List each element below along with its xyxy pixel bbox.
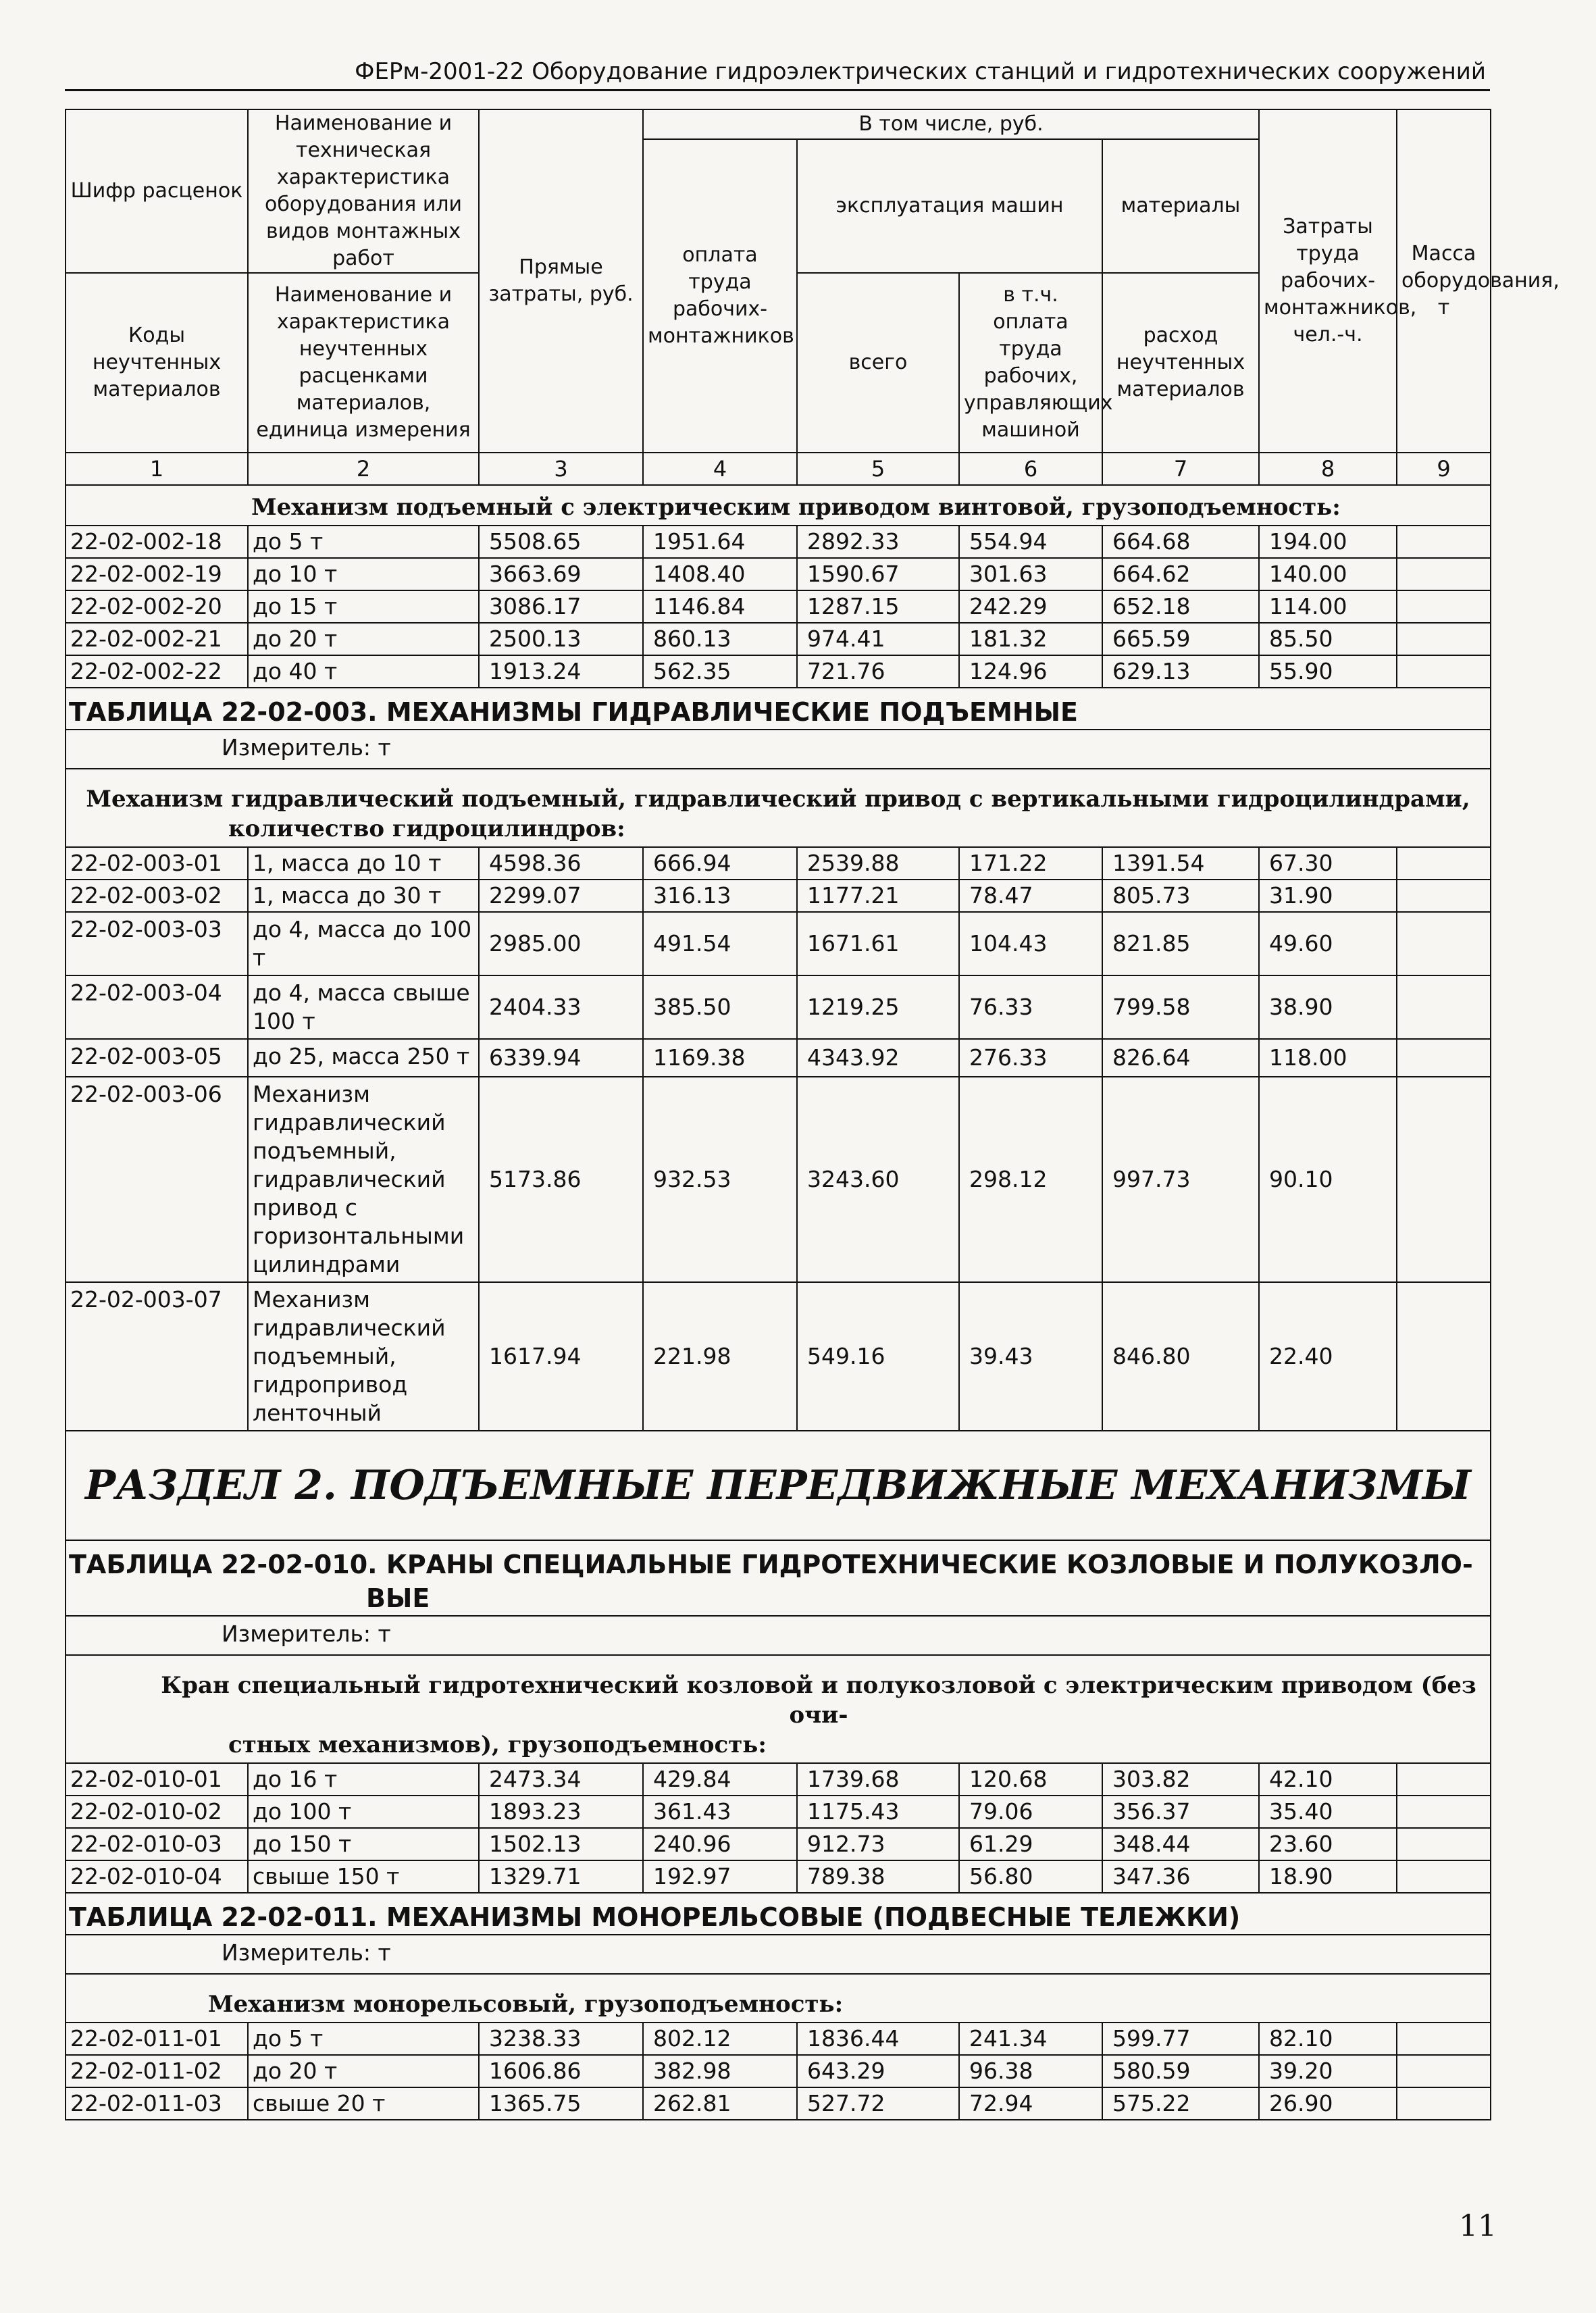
row-pay: 562.35 [643, 655, 797, 688]
row-mass [1397, 912, 1491, 975]
table-row [66, 558, 1491, 590]
row-mass [1397, 1282, 1491, 1431]
row-name: Механизм гидравлический подъемный, гидропривод ленточный [248, 1282, 479, 1431]
group-title-row [66, 485, 1491, 526]
table-row [66, 847, 1491, 880]
column-index: 8 [1259, 453, 1397, 485]
column-index-row [66, 453, 1491, 485]
row-labor: 114.00 [1259, 590, 1397, 623]
group-title-row [66, 1974, 1491, 2023]
measure-row [66, 1616, 1491, 1655]
group-title: Механизм гидравлический подъемный, гидравлический привод с вертикальными гидроцилиндрами, [86, 786, 1470, 813]
row-mass [1397, 558, 1491, 590]
row-labor: 38.90 [1259, 975, 1397, 1039]
row-machines: 912.73 [797, 1828, 959, 1860]
row-operators: 241.34 [959, 2023, 1102, 2055]
row-name: свыше 20 т [248, 2087, 479, 2120]
column-index: 4 [643, 453, 797, 485]
row-name: до 15 т [248, 590, 479, 623]
row-operators: 56.80 [959, 1860, 1102, 1893]
row-materials: 1391.54 [1102, 847, 1259, 880]
measure-row [66, 730, 1491, 769]
row-pay: 1146.84 [643, 590, 797, 623]
row-operators: 120.68 [959, 1763, 1102, 1796]
row-direct: 2299.07 [479, 880, 643, 912]
row-operators: 171.22 [959, 847, 1102, 880]
column-index: 9 [1397, 453, 1491, 485]
row-materials: 599.77 [1102, 2023, 1259, 2055]
row-direct: 3663.69 [479, 558, 643, 590]
row-operators: 301.63 [959, 558, 1102, 590]
table-row [66, 526, 1491, 558]
col-name-header: Наименование и техническая характеристика оборудования или видов монтажных работ [248, 109, 479, 273]
row-materials: 652.18 [1102, 590, 1259, 623]
row-operators: 72.94 [959, 2087, 1102, 2120]
group-title: Механизм подъемный с электрическим приводом винтовой, грузоподъемность: [251, 494, 1341, 521]
measure-unit: Измеритель: т [66, 730, 1491, 769]
row-mass [1397, 1763, 1491, 1796]
row-materials: 665.59 [1102, 623, 1259, 655]
row-name: до 5 т [248, 526, 479, 558]
col-machines-total-header: всего [797, 273, 959, 453]
col-including-header: В том числе, руб. [643, 109, 1259, 139]
row-mass [1397, 1796, 1491, 1828]
table-row [66, 1763, 1491, 1796]
row-labor: 39.20 [1259, 2055, 1397, 2087]
row-operators: 76.33 [959, 975, 1102, 1039]
page-number: 11 [1459, 2209, 1497, 2243]
table-heading-row [66, 1893, 1491, 1935]
row-name: свыше 150 т [248, 1860, 479, 1893]
row-pay: 860.13 [643, 623, 797, 655]
row-code: 22-02-002-22 [66, 655, 248, 688]
row-materials: 664.62 [1102, 558, 1259, 590]
row-code: 22-02-003-05 [66, 1039, 248, 1077]
document-page [65, 57, 1560, 2120]
row-machines: 2539.88 [797, 847, 959, 880]
row-name: до 40 т [248, 655, 479, 688]
table-heading: ТАБЛИЦА 22-02-011. МЕХАНИЗМЫ МОНОРЕЛЬСОВЫЕ (ПОДВЕСНЫЕ ТЕЛЕЖКИ) [69, 1902, 1241, 1932]
row-code: 22-02-003-01 [66, 847, 248, 880]
row-mass [1397, 1077, 1491, 1282]
table-row [66, 880, 1491, 912]
row-code: 22-02-002-21 [66, 623, 248, 655]
table-heading-row [66, 1540, 1491, 1616]
table-heading-continued: ВЫЕ [366, 1583, 430, 1613]
col-direct-header: Прямые затраты, руб. [479, 109, 643, 453]
row-direct: 2473.34 [479, 1763, 643, 1796]
row-code: 22-02-011-03 [66, 2087, 248, 2120]
row-mass [1397, 526, 1491, 558]
row-labor: 140.00 [1259, 558, 1397, 590]
row-materials: 575.22 [1102, 2087, 1259, 2120]
row-mass [1397, 975, 1491, 1039]
row-operators: 242.29 [959, 590, 1102, 623]
row-mass [1397, 590, 1491, 623]
col-materials-header: материалы [1102, 139, 1259, 273]
table-row [66, 2055, 1491, 2087]
row-materials: 846.80 [1102, 1282, 1259, 1431]
group-title-row [66, 1655, 1491, 1763]
row-mass [1397, 655, 1491, 688]
row-operators: 104.43 [959, 912, 1102, 975]
row-code: 22-02-002-20 [66, 590, 248, 623]
col-operators-header: в т.ч. оплата труда рабочих, управляющих машиной [959, 273, 1102, 453]
row-code: 22-02-002-18 [66, 526, 248, 558]
row-materials: 997.73 [1102, 1077, 1259, 1282]
row-machines: 1175.43 [797, 1796, 959, 1828]
row-direct: 1329.71 [479, 1860, 643, 1893]
row-direct: 1913.24 [479, 655, 643, 688]
row-name: до 100 т [248, 1796, 479, 1828]
row-name: до 4, масса до 100 т [248, 912, 479, 975]
row-name: до 10 т [248, 558, 479, 590]
row-labor: 26.90 [1259, 2087, 1397, 2120]
row-labor: 67.30 [1259, 847, 1397, 880]
row-code: 22-02-011-02 [66, 2055, 248, 2087]
price-table [65, 109, 1560, 2120]
row-code: 22-02-010-02 [66, 1796, 248, 1828]
row-labor: 194.00 [1259, 526, 1397, 558]
table-row [66, 590, 1491, 623]
col-labor-header: Затраты труда рабочих-монтажников, чел.-ч. [1259, 109, 1397, 453]
row-labor: 31.90 [1259, 880, 1397, 912]
table-row [66, 912, 1491, 975]
row-materials: 799.58 [1102, 975, 1259, 1039]
group-title: Механизм монорельсовый, грузоподъемность: [208, 1991, 844, 2018]
group-title-continued: стных механизмов), грузоподъемность: [228, 1731, 767, 1758]
row-labor: 90.10 [1259, 1077, 1397, 1282]
row-direct: 1893.23 [479, 1796, 643, 1828]
row-machines: 3243.60 [797, 1077, 959, 1282]
group-title-continued: количество гидроцилиндров: [228, 815, 625, 842]
row-code: 22-02-010-01 [66, 1763, 248, 1796]
row-machines: 1590.67 [797, 558, 959, 590]
row-code: 22-02-010-03 [66, 1828, 248, 1860]
row-direct: 2404.33 [479, 975, 643, 1039]
column-index: 7 [1102, 453, 1259, 485]
row-mass [1397, 1039, 1491, 1077]
row-direct: 2500.13 [479, 623, 643, 655]
table-row [66, 2023, 1491, 2055]
row-machines: 2892.33 [797, 526, 959, 558]
row-labor: 49.60 [1259, 912, 1397, 975]
row-pay: 802.12 [643, 2023, 797, 2055]
row-machines: 1177.21 [797, 880, 959, 912]
row-direct: 5173.86 [479, 1077, 643, 1282]
row-materials: 664.68 [1102, 526, 1259, 558]
row-pay: 932.53 [643, 1077, 797, 1282]
row-operators: 61.29 [959, 1828, 1102, 1860]
col-mass-header: Масса оборудования, т [1397, 109, 1491, 453]
row-machines: 721.76 [797, 655, 959, 688]
row-operators: 79.06 [959, 1796, 1102, 1828]
row-pay: 316.13 [643, 880, 797, 912]
row-direct: 1617.94 [479, 1282, 643, 1431]
row-code: 22-02-003-07 [66, 1282, 248, 1431]
col-code-header: Шифр расценок [66, 109, 248, 273]
row-labor: 118.00 [1259, 1039, 1397, 1077]
row-materials: 629.13 [1102, 655, 1259, 688]
row-mass [1397, 2023, 1491, 2055]
row-materials: 826.64 [1102, 1039, 1259, 1077]
row-machines: 643.29 [797, 2055, 959, 2087]
row-direct: 6339.94 [479, 1039, 643, 1077]
row-mass [1397, 1860, 1491, 1893]
header-row-1 [66, 109, 1491, 139]
row-materials: 805.73 [1102, 880, 1259, 912]
row-name: до 5 т [248, 2023, 479, 2055]
row-labor: 82.10 [1259, 2023, 1397, 2055]
table-row [66, 1039, 1491, 1077]
row-name: 1, масса до 30 т [248, 880, 479, 912]
row-code: 22-02-011-01 [66, 2023, 248, 2055]
row-direct: 2985.00 [479, 912, 643, 975]
row-direct: 3086.17 [479, 590, 643, 623]
row-machines: 1836.44 [797, 2023, 959, 2055]
row-direct: 5508.65 [479, 526, 643, 558]
row-name: до 20 т [248, 2055, 479, 2087]
table-row [66, 1282, 1491, 1431]
row-operators: 298.12 [959, 1077, 1102, 1282]
row-materials: 580.59 [1102, 2055, 1259, 2087]
row-pay: 429.84 [643, 1763, 797, 1796]
col-pay-header: оплата труда рабочих-монтажников [643, 139, 797, 453]
measure-row [66, 1935, 1491, 1974]
row-mass [1397, 1828, 1491, 1860]
row-name: до 16 т [248, 1763, 479, 1796]
row-name: до 20 т [248, 623, 479, 655]
row-operators: 78.47 [959, 880, 1102, 912]
section-title-row [66, 1431, 1491, 1540]
table-row [66, 655, 1491, 688]
row-labor: 23.60 [1259, 1828, 1397, 1860]
row-pay: 1169.38 [643, 1039, 797, 1077]
row-machines: 527.72 [797, 2087, 959, 2120]
table-row [66, 975, 1491, 1039]
column-index: 6 [959, 453, 1102, 485]
row-code: 22-02-003-04 [66, 975, 248, 1039]
column-index: 5 [797, 453, 959, 485]
col-material-codes-header: Коды неучтенных материалов [66, 273, 248, 453]
row-code: 22-02-003-03 [66, 912, 248, 975]
row-labor: 42.10 [1259, 1763, 1397, 1796]
row-name: Механизм гидравлический подъемный, гидравлический привод с горизонтальными цилиндрами [248, 1077, 479, 1282]
column-index: 3 [479, 453, 643, 485]
row-code: 22-02-003-06 [66, 1077, 248, 1282]
row-pay: 240.96 [643, 1828, 797, 1860]
row-direct: 3238.33 [479, 2023, 643, 2055]
table-row [66, 1828, 1491, 1860]
row-operators: 124.96 [959, 655, 1102, 688]
row-name: 1, масса до 10 т [248, 847, 479, 880]
measure-unit: Измеритель: т [66, 1616, 1491, 1655]
table-row [66, 1796, 1491, 1828]
row-machines: 1739.68 [797, 1763, 959, 1796]
row-mass [1397, 2055, 1491, 2087]
row-machines: 1671.61 [797, 912, 959, 975]
row-operators: 276.33 [959, 1039, 1102, 1077]
row-machines: 1287.15 [797, 590, 959, 623]
row-materials: 303.82 [1102, 1763, 1259, 1796]
row-pay: 1951.64 [643, 526, 797, 558]
row-direct: 4598.36 [479, 847, 643, 880]
row-machines: 1219.25 [797, 975, 959, 1039]
row-code: 22-02-010-04 [66, 1860, 248, 1893]
col-material-name-header: Наименование и характеристика неучтенных расценками материалов, единица измерения [248, 273, 479, 453]
row-pay: 382.98 [643, 2055, 797, 2087]
row-operators: 181.32 [959, 623, 1102, 655]
group-title-row [66, 769, 1491, 847]
row-materials: 821.85 [1102, 912, 1259, 975]
row-pay: 221.98 [643, 1282, 797, 1431]
row-name: до 4, масса свыше 100 т [248, 975, 479, 1039]
table-row [66, 1860, 1491, 1893]
row-direct: 1502.13 [479, 1828, 643, 1860]
row-direct: 1606.86 [479, 2055, 643, 2087]
row-machines: 549.16 [797, 1282, 959, 1431]
row-machines: 789.38 [797, 1860, 959, 1893]
running-title: ФЕРм-2001-22 Оборудование гидроэлектрических станций и гидротехнических сооружений [65, 57, 1490, 91]
row-labor: 35.40 [1259, 1796, 1397, 1828]
col-unaccounted-header: расход неучтенных материалов [1102, 273, 1259, 453]
row-direct: 1365.75 [479, 2087, 643, 2120]
row-pay: 192.97 [643, 1860, 797, 1893]
row-materials: 347.36 [1102, 1860, 1259, 1893]
table-heading: ТАБЛИЦА 22-02-010. КРАНЫ СПЕЦИАЛЬНЫЕ ГИДРОТЕХНИЧЕСКИЕ КОЗЛОВЫЕ И ПОЛУКОЗЛО- [69, 1550, 1473, 1579]
row-mass [1397, 623, 1491, 655]
measure-unit: Измеритель: т [66, 1935, 1491, 1974]
group-title: Кран специальный гидротехнический козловой и полукозловой с электрическим приводом (без очи- [161, 1672, 1476, 1729]
table-heading: ТАБЛИЦА 22-02-003. МЕХАНИЗМЫ ГИДРАВЛИЧЕСКИЕ ПОДЪЕМНЫЕ [69, 697, 1078, 727]
row-mass [1397, 847, 1491, 880]
table-row [66, 623, 1491, 655]
section-title: РАЗДЕЛ 2. ПОДЪЕМНЫЕ ПЕРЕДВИЖНЫЕ МЕХАНИЗМЫ [66, 1431, 1491, 1540]
row-mass [1397, 2087, 1491, 2120]
row-materials: 356.37 [1102, 1796, 1259, 1828]
row-operators: 39.43 [959, 1282, 1102, 1431]
row-code: 22-02-002-19 [66, 558, 248, 590]
row-labor: 55.90 [1259, 655, 1397, 688]
row-operators: 554.94 [959, 526, 1102, 558]
row-labor: 85.50 [1259, 623, 1397, 655]
row-labor: 22.40 [1259, 1282, 1397, 1431]
row-mass [1397, 880, 1491, 912]
row-pay: 385.50 [643, 975, 797, 1039]
row-machines: 974.41 [797, 623, 959, 655]
row-pay: 1408.40 [643, 558, 797, 590]
table-row [66, 2087, 1491, 2120]
table-heading-row [66, 688, 1491, 730]
col-machines-header: эксплуатация машин [797, 139, 1102, 273]
column-index: 2 [248, 453, 479, 485]
row-materials: 348.44 [1102, 1828, 1259, 1860]
row-labor: 18.90 [1259, 1860, 1397, 1893]
row-operators: 96.38 [959, 2055, 1102, 2087]
row-name: до 150 т [248, 1828, 479, 1860]
row-pay: 666.94 [643, 847, 797, 880]
row-code: 22-02-003-02 [66, 880, 248, 912]
row-pay: 491.54 [643, 912, 797, 975]
row-machines: 4343.92 [797, 1039, 959, 1077]
row-name: до 25, масса 250 т [248, 1039, 479, 1077]
row-pay: 361.43 [643, 1796, 797, 1828]
column-index: 1 [66, 453, 248, 485]
row-pay: 262.81 [643, 2087, 797, 2120]
table-row [66, 1077, 1491, 1282]
